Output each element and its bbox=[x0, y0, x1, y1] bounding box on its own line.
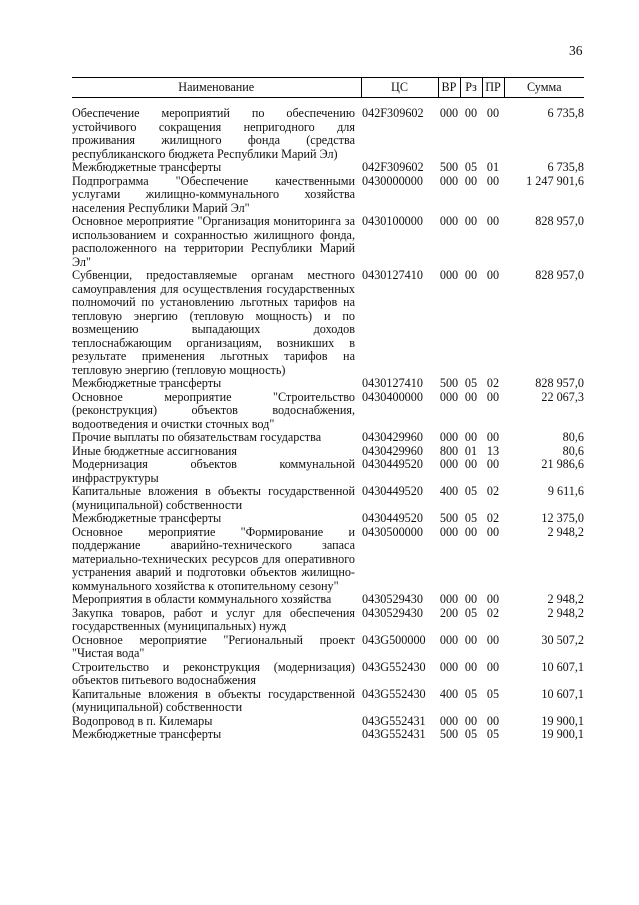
row-vr: 000 bbox=[439, 632, 459, 647]
row-rz: 05 bbox=[464, 484, 478, 498]
row-sum: 828 957,0 bbox=[535, 214, 584, 228]
header-vr: ВР bbox=[438, 78, 460, 98]
row-vr: 000 bbox=[439, 268, 459, 282]
table-row bbox=[72, 715, 584, 729]
table-row bbox=[72, 688, 584, 715]
row-pr: 00 bbox=[486, 106, 500, 120]
row-vr: 500 bbox=[439, 511, 459, 525]
row-sum: 9 611,6 bbox=[547, 484, 584, 498]
table-row bbox=[72, 512, 584, 526]
row-sum: 2 948,2 bbox=[547, 605, 584, 620]
row-rz: 00 bbox=[464, 430, 478, 444]
row-rz: 00 bbox=[464, 389, 478, 404]
row-pr: 00 bbox=[486, 173, 500, 188]
row-pr: 00 bbox=[486, 713, 500, 728]
row-sum: 80,6 bbox=[562, 430, 584, 444]
row-cs: 043G552431 bbox=[362, 713, 426, 728]
row-pr: 02 bbox=[486, 605, 500, 620]
row-cs: 042F309602 bbox=[362, 106, 424, 120]
row-vr: 800 bbox=[439, 443, 459, 458]
row-sum: 10 607,1 bbox=[541, 659, 584, 674]
row-cs: 0430449520 bbox=[362, 511, 423, 525]
row-cs: 043G552431 bbox=[362, 727, 426, 741]
table-row bbox=[72, 661, 584, 688]
row-cs: 043G552430 bbox=[362, 686, 426, 701]
row-rz: 05 bbox=[464, 511, 478, 525]
row-sum: 828 957,0 bbox=[535, 376, 584, 390]
row-name: Основное мероприятие "Строительство (реконструкция) объектов водоснабжения, водоотведения и очистки сточных вод" bbox=[72, 389, 355, 431]
row-vr: 200 bbox=[439, 605, 459, 620]
row-rz: 00 bbox=[464, 713, 478, 728]
header-rz: Рз bbox=[460, 78, 482, 98]
page-number: 36 bbox=[569, 43, 583, 58]
row-name: Основное мероприятие "Организация мониторинга за использованием и сохранностью жилищного фонда, расположенного на территории Республики Марий Эл" bbox=[72, 214, 355, 269]
row-rz: 05 bbox=[464, 376, 478, 390]
row-pr: 01 bbox=[486, 160, 500, 174]
row-pr: 02 bbox=[486, 511, 500, 525]
row-cs: 0430449520 bbox=[362, 484, 423, 498]
table-row bbox=[72, 634, 584, 661]
row-pr: 13 bbox=[486, 443, 500, 458]
row-cs: 043G500000 bbox=[362, 632, 426, 647]
table-row bbox=[72, 728, 584, 742]
row-sum: 19 900,1 bbox=[541, 727, 584, 741]
row-rz: 00 bbox=[464, 632, 478, 647]
row-cs: 043G552430 bbox=[362, 659, 426, 674]
row-name: Иные бюджетные ассигнования bbox=[72, 443, 238, 458]
row-rz: 00 bbox=[464, 214, 478, 228]
header-sum: Сумма bbox=[504, 78, 584, 98]
row-cs: 0430449520 bbox=[362, 457, 423, 471]
table-row bbox=[72, 269, 584, 377]
row-rz: 05 bbox=[464, 605, 478, 620]
row-rz: 05 bbox=[464, 160, 478, 174]
table-row bbox=[72, 377, 584, 391]
row-name: Водопровод в п. Килемары bbox=[72, 713, 213, 728]
row-vr: 500 bbox=[439, 727, 459, 741]
row-vr: 000 bbox=[439, 173, 459, 188]
row-sum: 2 948,2 bbox=[547, 524, 584, 539]
row-sum: 22 067,3 bbox=[541, 389, 584, 404]
row-rz: 00 bbox=[464, 457, 478, 471]
row-cs: 0430500000 bbox=[362, 524, 423, 539]
row-pr: 00 bbox=[486, 632, 500, 647]
row-pr: 00 bbox=[486, 457, 500, 471]
row-cs: 042F309602 bbox=[362, 160, 424, 174]
row-pr: 02 bbox=[486, 484, 500, 498]
row-vr: 000 bbox=[439, 214, 459, 228]
row-name: Подпрограмма "Обеспечение качественными услугами жилищно-коммунального хозяйства населения Республики Марий Эл" bbox=[72, 173, 355, 215]
row-name: Закупка товаров, работ и услуг для обеспечения государственных (муниципальных) нужд bbox=[72, 605, 355, 633]
row-pr: 02 bbox=[486, 376, 500, 390]
row-sum: 2 948,2 bbox=[547, 592, 584, 606]
row-pr: 00 bbox=[486, 659, 500, 674]
row-name: Межбюджетные трансферты bbox=[72, 727, 222, 741]
row-vr: 500 bbox=[439, 160, 459, 174]
table-header-row bbox=[72, 78, 584, 98]
table-row bbox=[72, 607, 584, 634]
row-sum: 1 247 901,6 bbox=[526, 173, 584, 188]
row-vr: 400 bbox=[439, 686, 459, 701]
row-vr: 000 bbox=[439, 457, 459, 471]
row-sum: 21 986,6 bbox=[541, 457, 584, 471]
row-rz: 00 bbox=[464, 659, 478, 674]
table-row bbox=[72, 161, 584, 175]
table-row bbox=[72, 215, 584, 269]
row-sum: 6 735,8 bbox=[547, 106, 584, 120]
table-row bbox=[72, 593, 584, 607]
header-pr: ПР bbox=[482, 78, 504, 98]
row-name: Мероприятия в области коммунального хозяйства bbox=[72, 592, 332, 606]
row-name: Основное мероприятие "Формирование и поддержание аварийно-технического запаса материально-технических ресурсов для оперативного устранения аварий и подготовки объектов жилищно-коммунального хозяйства к отопительному сезону" bbox=[72, 524, 355, 593]
table-row bbox=[72, 526, 584, 594]
row-cs: 0430100000 bbox=[362, 214, 423, 228]
row-rz: 00 bbox=[464, 173, 478, 188]
row-pr: 00 bbox=[486, 430, 500, 444]
row-vr: 000 bbox=[439, 430, 459, 444]
table-row bbox=[72, 391, 584, 432]
table-row bbox=[72, 431, 584, 445]
row-rz: 00 bbox=[464, 592, 478, 606]
row-cs: 0430127410 bbox=[362, 376, 423, 390]
row-vr: 500 bbox=[439, 376, 459, 390]
row-vr: 000 bbox=[439, 659, 459, 674]
row-pr: 00 bbox=[486, 268, 500, 282]
table-row bbox=[72, 445, 584, 459]
budget-table bbox=[72, 77, 584, 742]
row-vr: 000 bbox=[439, 524, 459, 539]
row-name: Межбюджетные трансферты bbox=[72, 511, 222, 525]
row-rz: 00 bbox=[464, 106, 478, 120]
row-rz: 05 bbox=[464, 727, 478, 741]
table-row bbox=[72, 175, 584, 216]
row-name: Основное мероприятие "Региональный проект "Чистая вода" bbox=[72, 632, 355, 660]
header-cs: ЦС bbox=[361, 78, 438, 98]
row-sum: 19 900,1 bbox=[541, 713, 584, 728]
row-cs: 0430400000 bbox=[362, 389, 423, 404]
row-rz: 05 bbox=[464, 686, 478, 701]
row-sum: 30 507,2 bbox=[541, 632, 584, 647]
row-pr: 05 bbox=[486, 686, 500, 701]
row-rz: 00 bbox=[464, 524, 478, 539]
row-pr: 00 bbox=[486, 389, 500, 404]
row-vr: 000 bbox=[439, 389, 459, 404]
table-row bbox=[72, 98, 584, 162]
row-name: Капитальные вложения в объекты государственной (муниципальной) собственности bbox=[72, 686, 355, 714]
row-vr: 400 bbox=[439, 484, 459, 498]
row-name: Прочие выплаты по обязательствам государства bbox=[72, 430, 322, 444]
table-row bbox=[72, 485, 584, 512]
row-sum: 828 957,0 bbox=[535, 268, 584, 282]
row-pr: 00 bbox=[486, 524, 500, 539]
table-row bbox=[72, 458, 584, 485]
row-cs: 0430529430 bbox=[362, 605, 423, 620]
row-vr: 000 bbox=[439, 592, 459, 606]
header-name: Наименование bbox=[72, 78, 361, 98]
row-name: Модернизация объектов коммунальной инфраструктуры bbox=[72, 457, 355, 485]
row-pr: 00 bbox=[486, 214, 500, 228]
row-pr: 00 bbox=[486, 592, 500, 606]
row-cs: 0430000000 bbox=[362, 173, 423, 188]
row-sum: 12 375,0 bbox=[541, 511, 584, 525]
row-sum: 80,6 bbox=[562, 443, 584, 458]
row-rz: 01 bbox=[464, 443, 478, 458]
row-cs: 0430429960 bbox=[362, 430, 423, 444]
row-cs: 0430127410 bbox=[362, 268, 423, 282]
row-name: Межбюджетные трансферты bbox=[72, 376, 222, 390]
row-name: Субвенции, предоставляемые органам местного самоуправления для осуществления государственных полномочий по установлению льготных тарифов на тепловую энергию (тепловую мощность) и по возмещению выпадающих доходов теплоснабжающим организациям, возникших в результате применения льготных тарифов на тепловую энергию (тепловую мощность) bbox=[72, 268, 355, 377]
row-vr: 000 bbox=[439, 106, 459, 120]
row-cs: 0430529430 bbox=[362, 592, 423, 606]
row-vr: 000 bbox=[439, 713, 459, 728]
row-name: Строительство и реконструкция (модернизация) объектов питьевого водоснабжения bbox=[72, 659, 355, 687]
row-name: Капитальные вложения в объекты государственной (муниципальной) собственности bbox=[72, 484, 355, 512]
row-sum: 6 735,8 bbox=[547, 160, 584, 174]
row-cs: 0430429960 bbox=[362, 443, 423, 458]
row-rz: 00 bbox=[464, 268, 478, 282]
row-name: Обеспечение мероприятий по обеспечению устойчивого сокращения непригодного для проживания жилищного фонда (средства республиканского бюджета Республики Марий Эл) bbox=[72, 106, 355, 161]
row-name: Межбюджетные трансферты bbox=[72, 160, 222, 174]
row-sum: 10 607,1 bbox=[541, 686, 584, 701]
row-pr: 05 bbox=[486, 727, 500, 741]
